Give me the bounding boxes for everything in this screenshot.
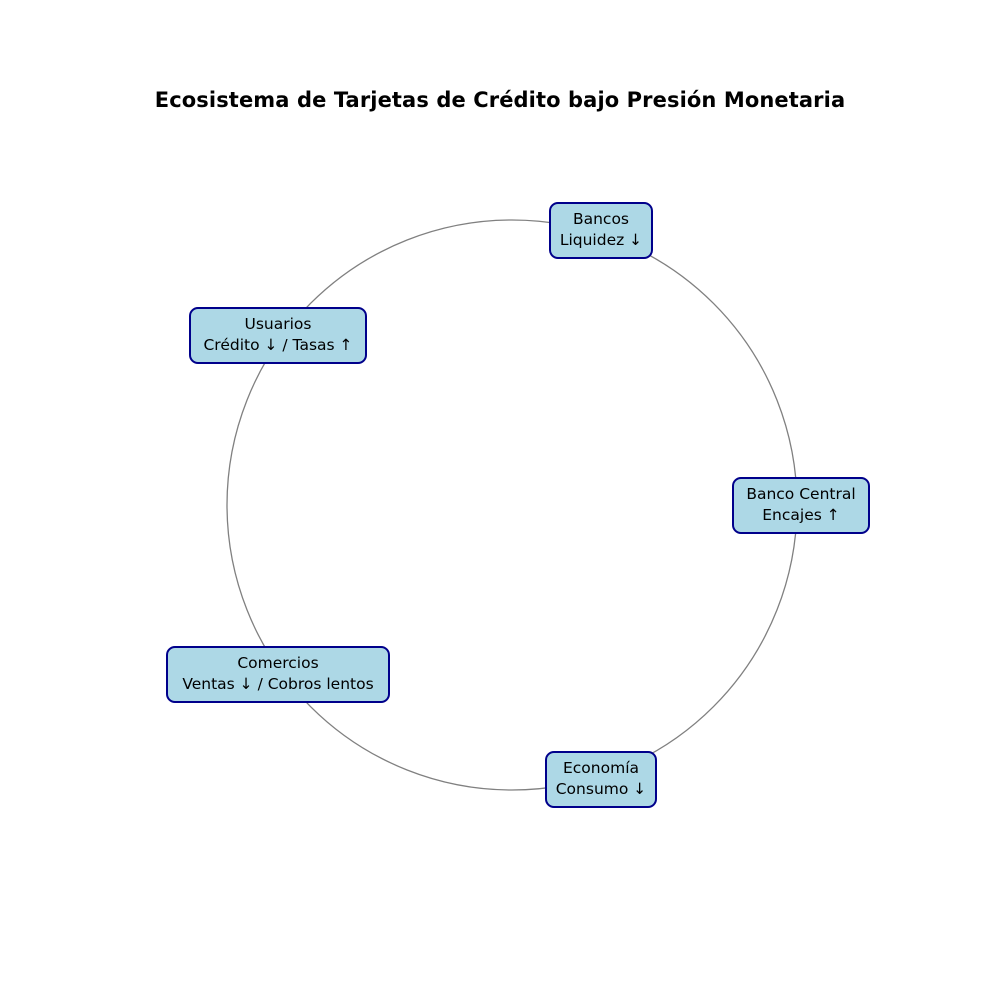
node-banco-central-label: Banco Central xyxy=(746,485,856,503)
node-bancos-label: Bancos xyxy=(572,210,630,228)
node-usuarios-label: Usuarios xyxy=(244,315,312,333)
cycle-circle-path xyxy=(227,220,797,790)
node-economia-label: Economía xyxy=(562,759,639,777)
node-bancos-sublabel: Liquidez ↓ xyxy=(559,231,643,249)
diagram-title: Ecosistema de Tarjetas de Crédito bajo Presión Monetaria xyxy=(154,88,846,112)
node-economia-sublabel: Consumo ↓ xyxy=(555,780,647,798)
node-usuarios-sublabel: Crédito ↓ / Tasas ↑ xyxy=(203,336,353,354)
node-economia[interactable] xyxy=(545,751,657,808)
node-bancos[interactable] xyxy=(549,202,653,259)
node-comercios[interactable] xyxy=(166,646,390,703)
node-comercios-sublabel: Ventas ↓ / Cobros lentos xyxy=(182,675,374,693)
node-usuarios[interactable] xyxy=(189,307,367,364)
node-banco-central[interactable] xyxy=(732,477,870,534)
node-comercios-label: Comercios xyxy=(237,654,319,672)
node-banco-central-sublabel: Encajes ↑ xyxy=(762,506,840,524)
